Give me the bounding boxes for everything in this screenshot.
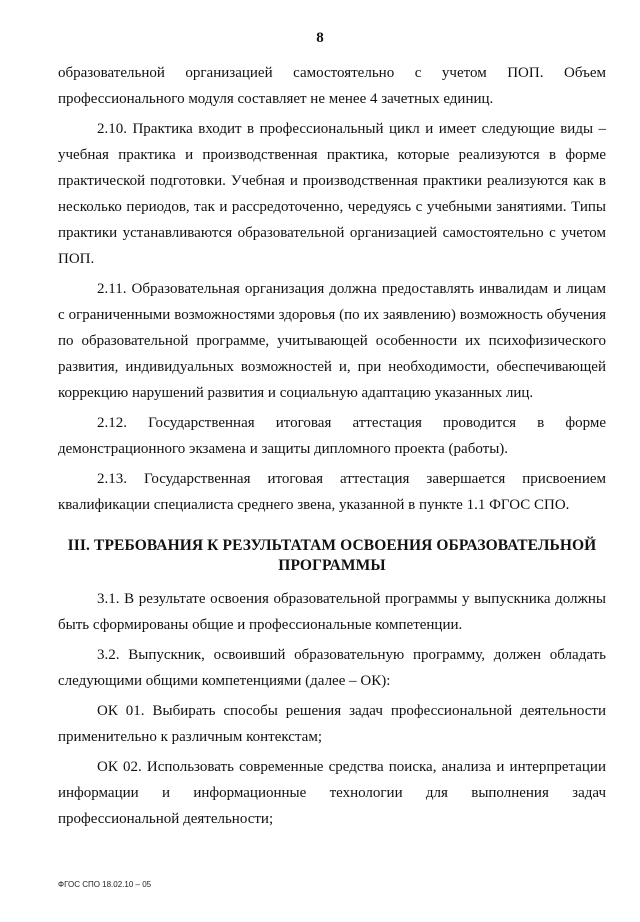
paragraph-3-1: 3.1. В результате освоения образовательной программы у выпускника должны быть сформированы общие и профессиональные компетенции. (58, 591, 606, 633)
paragraph-2-11: 2.11. Образовательная организация должна предоставлять инвалидам и лицам с ограниченными возможностями здоровья (по их заявлению) возможность обучения по образовательной программе, учитывающей особенности их психофизического развития, индивидуальных возможностей и, при необходимости, обеспечивающей коррекцию нарушений развития и социальную адаптацию указанных лиц. (58, 281, 606, 401)
paragraph-3-2: 3.2. Выпускник, освоивший образовательную программу, должен обладать следующими общими компетенциями (далее – ОК): (58, 647, 606, 689)
paragraph-2-12: 2.12. Государственная итоговая аттестация проводится в форме демонстрационного экзамена и защиты дипломного проекта (работы). (58, 415, 606, 457)
paragraph-2-10: 2.10. Практика входит в профессиональный цикл и имеет следующие виды – учебная практика и производственная практика, которые реализуются в форме практической подготовки. Учебная и производственная практики реализуются как в несколько периодов, так и рассредоточенно, чередуясь с учебными занятиями. Типы практики устанавливаются образовательной организацией самостоятельно с учетом ПОП. (58, 121, 606, 267)
competency-ok-01: ОК 01. Выбирать способы решения задач профессиональной деятельности применительно к различным контекстам; (58, 703, 606, 745)
competency-ok-02: ОК 02. Использовать современные средства поиска, анализа и интерпретации информации и информационные технологии для выполнения задач профессиональной деятельности; (58, 759, 606, 827)
paragraph-continuation: образовательной организацией самостоятельно с учетом ПОП. Объем профессионального модуля составляет не менее 4 зачетных единиц. (58, 65, 606, 107)
section-heading: III. ТРЕБОВАНИЯ К РЕЗУЛЬТАТАМ ОСВОЕНИЯ ОБРАЗОВАТЕЛЬНОЙ ПРОГРАММЫ (67, 537, 597, 574)
document-body (58, 60, 606, 836)
paragraph-2-13: 2.13. Государственная итоговая аттестация завершается присвоением квалификации специалиста среднего звена, указанной в пункте 1.1 ФГОС СПО. (58, 471, 606, 513)
page-number: 8 (316, 30, 324, 46)
page-footer: ФГОС СПО 18.02.10 – 05 (58, 880, 152, 889)
